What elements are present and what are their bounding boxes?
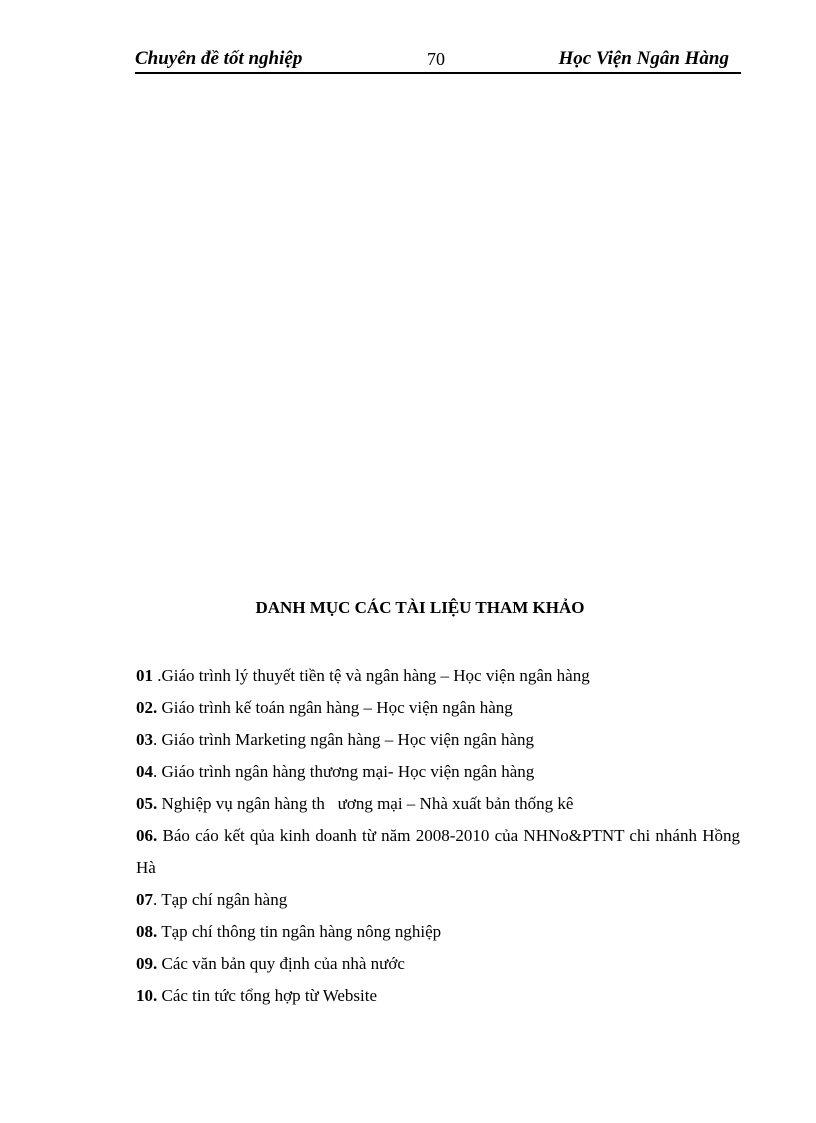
references-title: DANH MỤC CÁC TÀI LIỆU THAM KHẢO	[255, 598, 585, 617]
reference-number: 08.	[136, 922, 158, 941]
reference-text: . Giáo trình ngân hàng thương mại- Học viện ngân hàng	[153, 762, 535, 781]
reference-number: 02.	[136, 698, 158, 717]
reference-number: 04	[136, 762, 153, 781]
reference-text: .Giáo trình lý thuyết tiền tệ và ngân hàng – Học viện ngân hàng	[153, 666, 590, 685]
header-institution: Học Viện Ngân Hàng	[558, 48, 729, 69]
reference-number: 05.	[136, 794, 158, 813]
reference-number: 07	[136, 890, 153, 909]
reference-item	[136, 660, 740, 692]
reference-number: 01	[136, 666, 153, 685]
reference-text: Giáo trình kế toán ngân hàng – Học viện ngân hàng	[157, 698, 513, 717]
reference-item	[136, 884, 740, 916]
reference-item	[136, 788, 740, 820]
reference-item	[136, 948, 740, 980]
reference-text: . Giáo trình Marketing ngân hàng – Học viện ngân hàng	[153, 730, 534, 749]
reference-text: Các văn bản quy định của nhà nước	[157, 954, 405, 973]
reference-item	[136, 820, 740, 884]
reference-text: Tạp chí thông tin ngân hàng nông nghiệp	[157, 922, 442, 941]
references-list	[136, 660, 740, 1012]
reference-number: 03	[136, 730, 153, 749]
header-document-type: Chuyên đề tốt nghiệp	[135, 48, 303, 69]
reference-number: 06.	[136, 826, 158, 845]
page-header	[135, 46, 741, 74]
reference-text: . Tạp chí ngân hàng	[153, 890, 288, 909]
reference-number: 10.	[136, 986, 158, 1005]
reference-text: Nghiệp vụ ngân hàng th ương mại – Nhà xuất bản thống kê	[157, 794, 574, 813]
page-number: 70	[427, 49, 445, 69]
reference-item	[136, 724, 740, 756]
reference-text: Báo cáo kết qủa kinh doanh từ năm 2008-2010 của NHNo&PTNT chi nhánh Hồng Hà	[136, 826, 740, 877]
reference-item	[136, 756, 740, 788]
reference-number: 09.	[136, 954, 158, 973]
reference-item	[136, 692, 740, 724]
reference-text: Các tin tức tổng hợp từ Website	[157, 986, 378, 1005]
reference-item	[136, 916, 740, 948]
reference-item	[136, 980, 740, 1012]
